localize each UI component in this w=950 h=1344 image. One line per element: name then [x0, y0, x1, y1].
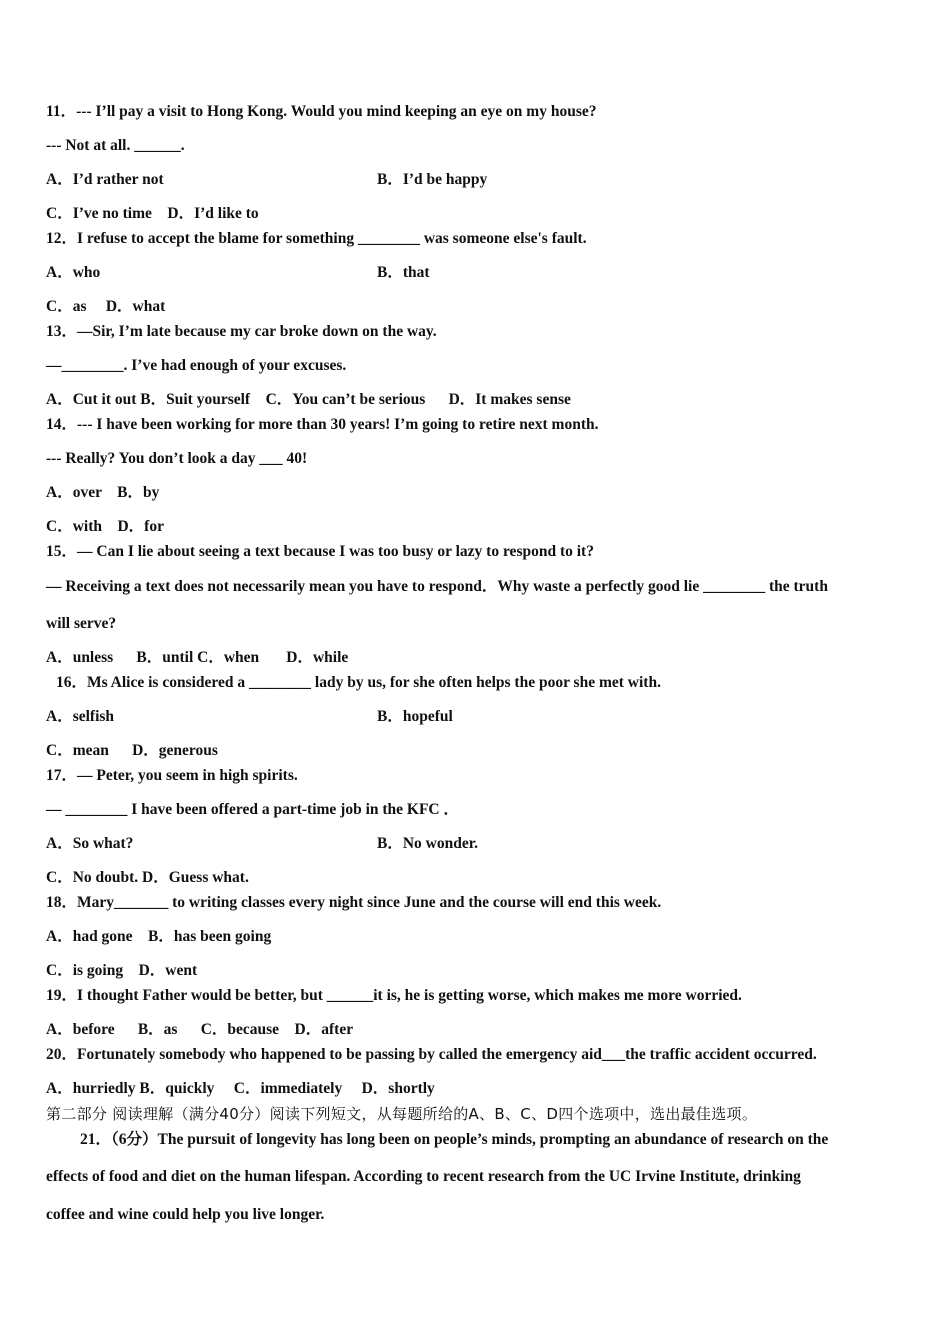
- question-14-options-ab: A．over B．by: [46, 484, 160, 501]
- question-11-stem: 11．--- I’ll pay a visit to Hong Kong. Would you mind keeping an eye on my house?: [46, 103, 597, 120]
- passage-line-1: 21．（6分）The pursuit of longevity has long been on people’s minds, prompting an abundance of research on the: [80, 1131, 829, 1148]
- question-16-option-a: A．selfish: [46, 708, 115, 725]
- question-11-response: --- Not at all. ______.: [46, 137, 185, 154]
- question-11-options-cd: C．I’ve no time D．I’d like to: [46, 205, 259, 222]
- question-20-stem: 20．Fortunately somebody who happened to be passing by called the emergency aid___the traffic accident occurred.: [46, 1046, 817, 1063]
- question-16-option-b: B．hopeful: [377, 708, 453, 725]
- question-11-option-b: B．I’d be happy: [377, 171, 488, 188]
- question-12-option-a: A．who: [46, 264, 101, 281]
- question-18-options-ab: A．had gone B．has been going: [46, 928, 272, 945]
- question-12-stem: 12．I refuse to accept the blame for something ________ was someone else's fault.: [46, 230, 587, 247]
- question-19-options: A．before B．as C．because D．after: [46, 1021, 354, 1038]
- question-17-option-b: B．No wonder.: [377, 835, 479, 852]
- question-20-options: A．hurriedly B．quickly C．immediately D．shortly: [46, 1080, 435, 1097]
- passage-line-3: coffee and wine could help you live longer.: [46, 1206, 325, 1223]
- section-header: 第二部分 阅读理解（满分40分）阅读下列短文，从每题所给的A、B、C、D四个选项中，选出最佳选项。: [46, 1105, 758, 1123]
- question-16-options-cd: C．mean D．generous: [46, 742, 218, 759]
- question-18-options-cd: C．is going D．went: [46, 962, 198, 979]
- question-11-option-a: A．I’d rather not: [46, 171, 164, 188]
- question-13-options: A．Cut it out B．Suit yourself C．You can’t be serious D．It makes sense: [46, 391, 571, 408]
- question-15-stem: 15．— Can I lie about seeing a text because I was too busy or lazy to respond to it?: [46, 543, 594, 560]
- question-13-response: —________. I’ve had enough of your excuses.: [46, 357, 347, 374]
- question-14-options-cd: C．with D．for: [46, 518, 164, 535]
- question-12-option-b: B．that: [377, 264, 430, 281]
- question-12-options-cd: C．as D．what: [46, 298, 166, 315]
- question-18-stem: 18．Mary_______ to writing classes every night since June and the course will end this week.: [46, 894, 662, 911]
- question-19-stem: 19．I thought Father would be better, but ______it is, he is getting worse, which makes me more worried.: [46, 987, 742, 1004]
- passage-line-2: effects of food and diet on the human lifespan. According to recent research from the UC Irvine Institute, drinking: [46, 1168, 801, 1185]
- question-15-response: — Receiving a text does not necessarily mean you have to respond．Why waste a perfectly good lie ________ the truth: [46, 578, 828, 595]
- question-14-stem: 14．--- I have been working for more than 30 years! I’m going to retire next month.: [46, 416, 599, 433]
- question-15-response-cont: will serve?: [46, 615, 117, 632]
- question-17-option-a: A．So what?: [46, 835, 134, 852]
- question-15-options: A．unless B．until C．when D．while: [46, 649, 349, 666]
- question-17-options-cd: C．No doubt. D．Guess what.: [46, 869, 249, 886]
- question-13-stem: 13．—Sir, I’m late because my car broke down on the way.: [46, 323, 437, 340]
- question-17-stem: 17．— Peter, you seem in high spirits.: [46, 767, 298, 784]
- question-16-stem: 16．Ms Alice is considered a ________ lady by us, for she often helps the poor she met with.: [56, 674, 661, 691]
- question-17-response: — ________ I have been offered a part-time job in the KFC ．: [46, 801, 460, 818]
- question-14-response: --- Really? You don’t look a day ___ 40!: [46, 450, 308, 467]
